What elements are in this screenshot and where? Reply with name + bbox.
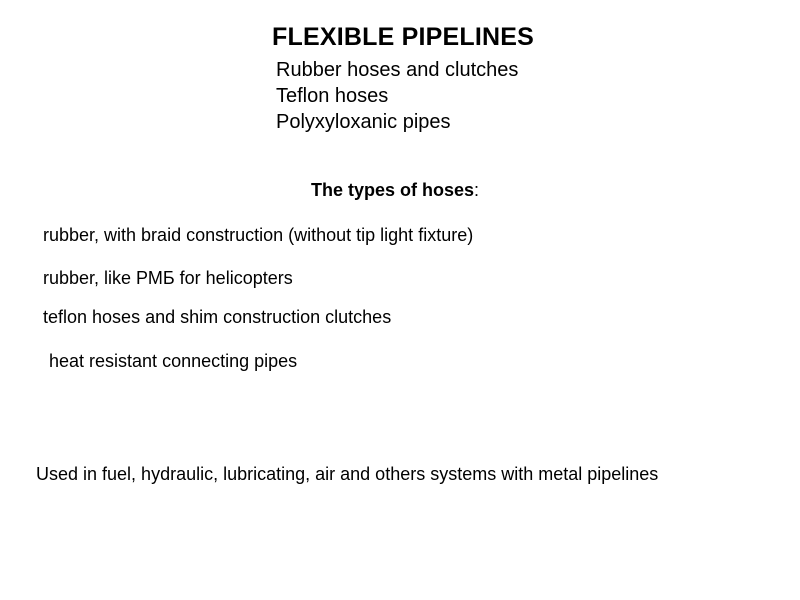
type-heat-resistant: heat resistant connecting pipes — [49, 351, 298, 371]
subitem-rubber-hoses: Rubber hoses and clutches — [276, 59, 519, 81]
types-heading-colon: : — [474, 180, 480, 200]
type-teflon-shim: teflon hoses and shim construction clutches — [43, 307, 392, 327]
subitem-polyxyloxanic-pipes: Polyxyloxanic pipes — [276, 111, 451, 133]
usage-statement: Used in fuel, hydraulic, lubricating, air and others systems with metal pipelines — [36, 464, 659, 484]
type-rubber-rmb: rubber, like РМБ for helicopters — [43, 268, 293, 288]
type-rubber-braid: rubber, with braid construction (without tip light fixture) — [43, 225, 474, 245]
subitem-teflon-hoses: Teflon hoses — [276, 85, 389, 107]
subitem-list — [276, 57, 518, 135]
slide-title: FLEXIBLE PIPELINES — [272, 23, 534, 51]
types-heading — [0, 178, 790, 202]
types-heading-label: The types of hoses — [310, 180, 475, 200]
